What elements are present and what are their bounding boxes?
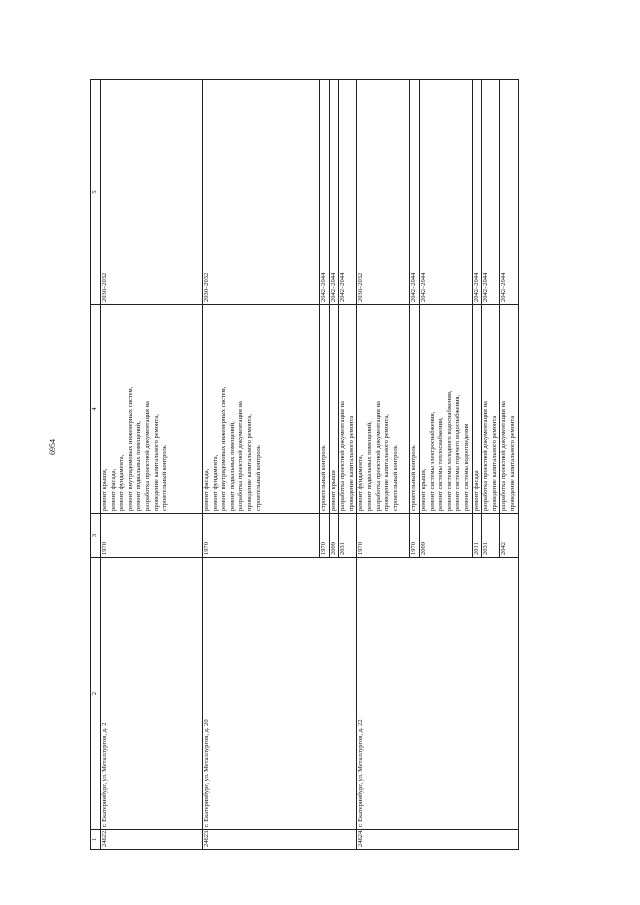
build-year: 2042 — [500, 514, 518, 558]
build-year: 1970 — [101, 514, 203, 558]
header-col-1: 1 — [91, 830, 101, 850]
works-list: ремонт фундамента, ремонт подвальных помещений, разработка проектной документации на проведение капитального ремонта, строительный контроль — [357, 305, 410, 514]
table-row — [101, 80, 203, 850]
works-list: ремонт крыши — [329, 305, 339, 514]
build-year: 2011 — [472, 514, 482, 558]
works-list: ремонт крыши, ремонт системы электроснабжения, ремонт системы теплоснабжения, ремонт системы холодного водоснабжения, ремонт системы горячего водоснабжения, ремонт системы водоотведения — [419, 305, 472, 514]
header-col-3: 3 — [91, 514, 101, 558]
entry-address: г. Екатеринбург, ул. Металлургов, д. 20 — [203, 558, 357, 830]
header-row — [91, 80, 101, 850]
header-col-2: 2 — [91, 558, 101, 830]
build-year: 1970 — [357, 514, 410, 558]
entry-number: 24624. — [357, 830, 518, 850]
period: 2042–2044 — [320, 80, 330, 305]
period: 2042–2044 — [482, 80, 500, 305]
works-list: строительный контроль — [410, 305, 420, 514]
table-row — [203, 80, 320, 850]
works-list: ремонт фасада — [472, 305, 482, 514]
build-year: 1970 — [410, 514, 420, 558]
build-year: 2031 — [339, 514, 357, 558]
build-year: 2009 — [419, 514, 472, 558]
period: 2030–2032 — [203, 80, 320, 305]
works-list: ремонт крыши, ремонт фасада, ремонт фундамента, ремонт внутридомовых инженерных систем, ремонт подвальных помещений, разработка проектной документации на проведение капитального ремонта, строительный контроль — [101, 305, 203, 514]
works-list: строительный контроль — [320, 305, 330, 514]
build-year: 2031 — [482, 514, 500, 558]
build-year: 1970 — [203, 514, 320, 558]
period: 2042–2044 — [500, 80, 518, 305]
page-number: 6954 — [48, 439, 57, 455]
header-col-5: 5 — [91, 80, 101, 305]
build-year: 1970 — [320, 514, 330, 558]
table-row — [357, 80, 410, 850]
build-year: 2009 — [329, 514, 339, 558]
entry-number: 24623. — [203, 830, 357, 850]
page-number-area — [40, 0, 80, 905]
works-list: ремонт фасада, ремонт фундамента, ремонт внутридомовых инженерных систем, ремонт подвальных помещений, разработка проектной документации на проведение капитального ремонта, строительный контроль — [203, 305, 320, 514]
works-list: разработка проектной документации на проведение капитального ремонта — [500, 305, 518, 514]
entry-address: г. Екатеринбург, ул. Металлургов, д. 22 — [357, 558, 518, 830]
works-list: разработка проектной документации на проведение капитального ремонта — [339, 305, 357, 514]
period: 2030–2032 — [357, 80, 410, 305]
period: 2042–2044 — [472, 80, 482, 305]
repair-schedule-table — [90, 79, 519, 850]
entry-address: г. Екатеринбург, ул. Металлургов, д. 2 — [101, 558, 203, 830]
header-col-4: 4 — [91, 305, 101, 514]
rotated-table-container — [90, 80, 532, 850]
entry-number: 24622. — [101, 830, 203, 850]
period: 2042–2044 — [339, 80, 357, 305]
period: 2042–2044 — [329, 80, 339, 305]
period: 2042–2044 — [410, 80, 420, 305]
works-list: разработка проектной документации на проведение капитального ремонта — [482, 305, 500, 514]
period: 2030–2032 — [101, 80, 203, 305]
period: 2042–2044 — [419, 80, 472, 305]
